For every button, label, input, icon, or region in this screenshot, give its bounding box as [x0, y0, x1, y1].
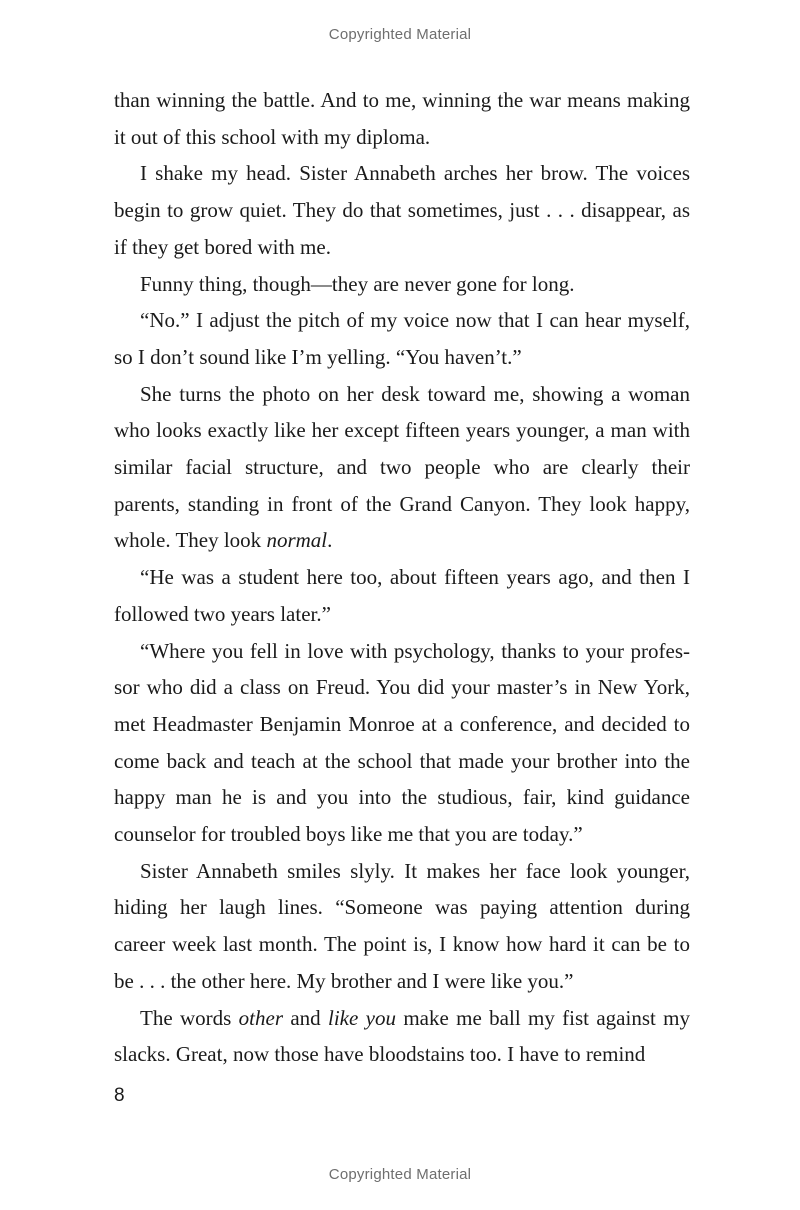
- paragraph-5-end: .: [327, 528, 333, 553]
- paragraph-9-emphasis-other: other: [238, 1005, 283, 1030]
- paragraph-5: [114, 376, 690, 560]
- paragraph-9: [114, 1000, 690, 1073]
- paragraph-9-text-a: The words: [140, 1005, 239, 1030]
- copyright-watermark-top: Copyrighted Material: [328, 26, 472, 43]
- paragraph-1: than winning the battle. And to me, winning the war means making it out of this school with my diploma.: [114, 88, 690, 149]
- paragraph-7: “Where you fell in love with psychology, thanks to your professor who did a class on Freud. You did your master’s in New York, met Headmaster Benjamin Monroe at a conference, and decided to come back and teach at the school that made your brother into the happy man he is and you into the studious, fair, kind guidance counselor for troubled boys like me that you are today.”: [114, 638, 690, 847]
- paragraph-2: I shake my head. Sister Annabeth arches her brow. The voices begin to grow quiet. They do that sometimes, just . . . disappear, as if they get bored with me.: [114, 161, 690, 259]
- paragraph-5-emphasis: normal: [266, 528, 328, 553]
- paragraph-9-text-c: make me ball my fist against my slacks. Great, now those have bloodstains too. I have to remind: [114, 1005, 691, 1067]
- page-number: 8: [114, 1085, 125, 1106]
- paragraph-9-emphasis-like-you: like you: [328, 1005, 396, 1030]
- paragraph-5-text: She turns the photo on her desk toward me, showing a woman who looks exactly like her except fifteen years younger, a man with similar facial structure, and two people who are clearly their parents, standing in front of the Grand Canyon. They look happy, whole. They look: [114, 381, 690, 553]
- copyright-watermark-bottom: Copyrighted Material: [328, 1166, 472, 1183]
- paragraph-3: Funny thing, though—they are never gone for long.: [140, 271, 575, 296]
- book-page-body: [114, 82, 690, 1073]
- paragraph-9-text-b: and: [283, 1005, 329, 1030]
- paragraph-8: Sister Annabeth smiles slyly. It makes her face look younger, hiding her laugh lines. “Someone was paying attention during career week last month. The point is, I know how hard it can be to be . . . the other here. My brother and I were like you.”: [114, 858, 690, 993]
- paragraph-4: “No.” I adjust the pitch of my voice now that I can hear myself, so I don’t sound like I’m yelling. “You haven’t.”: [114, 308, 690, 369]
- paragraph-6: “He was a student here too, about fifteen years ago, and then I followed two years later.”: [114, 565, 690, 626]
